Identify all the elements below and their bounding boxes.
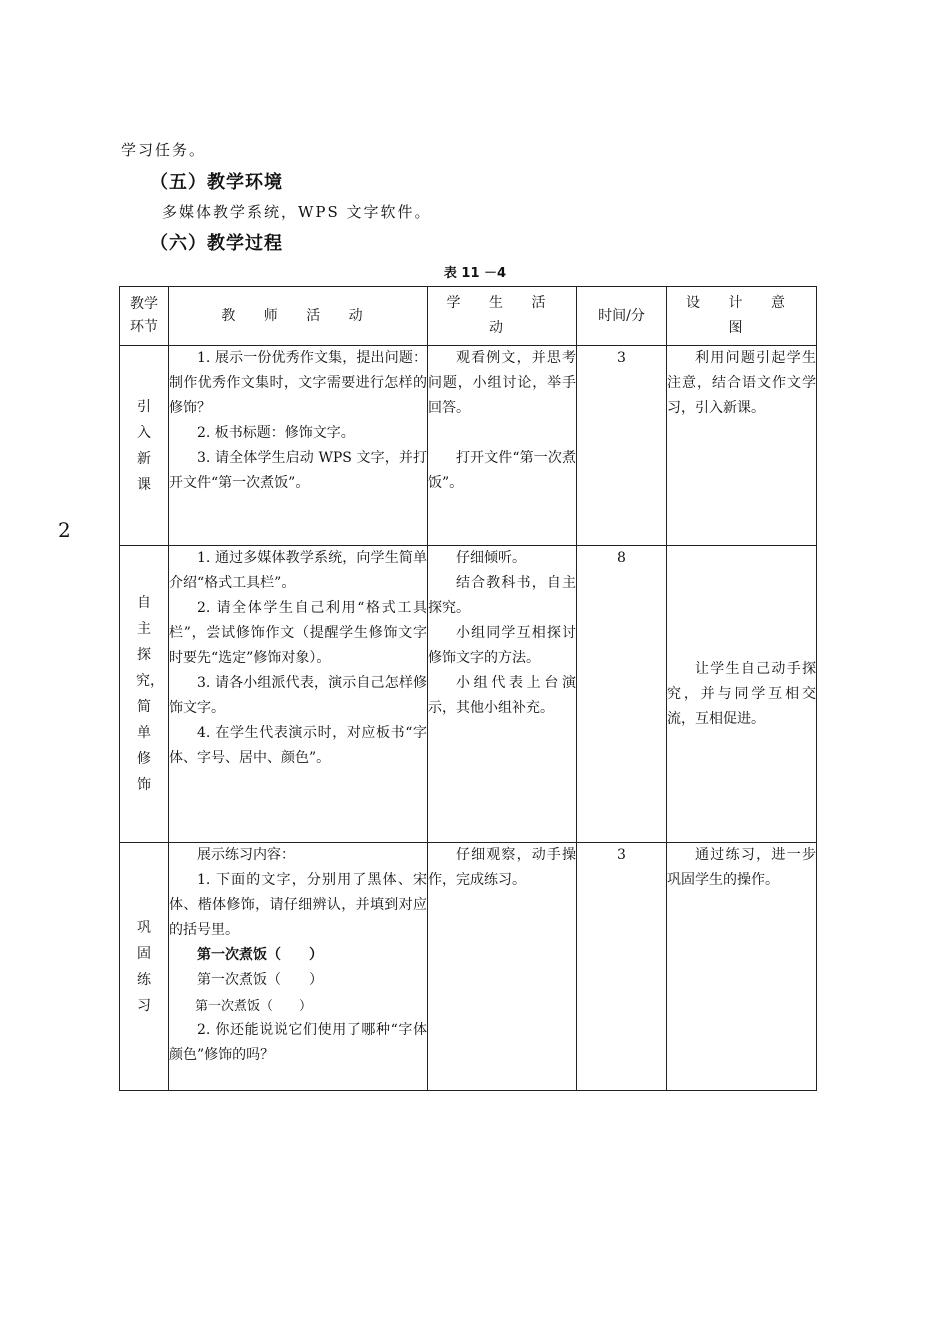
table-row bbox=[120, 546, 817, 843]
time-cell: 3 bbox=[577, 843, 667, 1091]
table-row bbox=[120, 843, 817, 1091]
stage-cell: 巩固练习 bbox=[120, 843, 169, 1091]
design-intent-cell: 通过练习，进一步巩固学生的操作。 bbox=[667, 843, 817, 1091]
header-time: 时间/分 bbox=[577, 287, 667, 346]
header-teacher-activity: 教 师 活 动 bbox=[169, 287, 428, 346]
student-activity-cell: 仔细倾听。 结合教科书，自主探究。 小组同学互相探讨修饰文字的方法。 小组代表上台演示，其他小组补充。 bbox=[428, 546, 577, 843]
stage-cell: 引入新课 bbox=[120, 346, 169, 546]
teacher-activity-cell: 展示练习内容： 1. 下面的文字，分别用了黑体、宋体、楷体修饰，请仔细辨认，并填到对应的括号里。 第一次煮饭（ ） 第一次煮饭（ ） 第一次煮饭（ ） 2. 你还能说说它们使用了哪种“字体颜色”修饰的吗？ bbox=[169, 843, 428, 1091]
font-sample-serif: 第一次煮饭（ ） bbox=[197, 972, 323, 988]
design-intent-cell: 利用问题引起学生注意，结合语文作文学习，引入新课。 bbox=[667, 346, 817, 546]
teacher-activity-cell: 1. 通过多媒体教学系统，向学生简单介绍“格式工具栏”。 2. 请全体学生自己利用“格式工具栏”，尝试修饰作文（提醒学生修饰文字时要先“选定”修饰对象）。 3. 请各小组派代表，演示自己怎样修饰文字。 4. 在学生代表演示时，对应板书“字体、字号、居中、颜色”。 bbox=[169, 546, 428, 843]
intro-line: 学习任务。 bbox=[121, 141, 207, 159]
teacher-activity-cell: 1. 展示一份优秀作文集，提出问题：制作优秀作文集时，文字需要进行怎样的修饰？ 2. 板书标题：修饰文字。 3. 请全体学生启动 WPS 文字，并打开文件“第一次煮饭”。 bbox=[169, 346, 428, 546]
header-design-intent: 设 计 意 图 bbox=[667, 287, 817, 346]
font-sample-bold: 第一次煮饭（ ） bbox=[197, 947, 323, 963]
environment-text: 多媒体教学系统，WPS 文字软件。 bbox=[162, 203, 432, 221]
font-sample-kai: 第一次煮饭（ ） bbox=[195, 998, 313, 1013]
student-activity-cell: 仔细观察，动手操作，完成练习。 bbox=[428, 843, 577, 1091]
time-cell: 8 bbox=[577, 546, 667, 843]
page-number: 2 bbox=[58, 518, 71, 542]
stage-cell: 自主探究，简单修饰 bbox=[120, 546, 169, 843]
table-header-row bbox=[120, 287, 817, 346]
header-student-activity: 学 生 活 动 bbox=[428, 287, 577, 346]
student-activity-cell: 观看例文，并思考问题，小组讨论，举手回答。 打开文件“第一次煮饭”。 bbox=[428, 346, 577, 546]
section-heading-environment: （五）教学环境 bbox=[150, 172, 283, 193]
section-heading-process: （六）教学过程 bbox=[150, 233, 283, 254]
lesson-process-table bbox=[119, 286, 817, 1091]
design-intent-cell: 让学生自己动手探究，并与同学互相交流，互相促进。 bbox=[667, 546, 817, 843]
time-cell: 3 bbox=[577, 346, 667, 546]
header-stage: 教学环节 bbox=[120, 287, 169, 346]
table-caption: 表 11 －4 bbox=[443, 266, 507, 281]
table-row bbox=[120, 346, 817, 546]
